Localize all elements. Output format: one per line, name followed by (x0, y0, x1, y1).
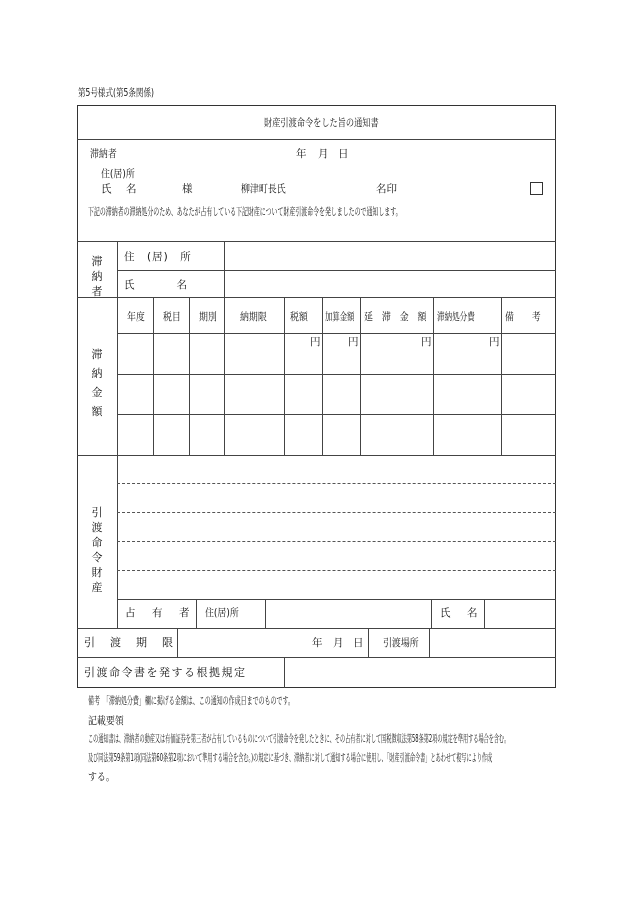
unit-delinquency: 円 (421, 336, 432, 348)
deadline-col-1 (177, 628, 178, 657)
delinquent-col-divider (224, 241, 225, 297)
note-guidelines-title: 記載要領 (88, 715, 124, 727)
unit-surcharge: 円 (348, 336, 359, 348)
deadline-month: 月 (333, 637, 344, 649)
col-header-remarks: 備 考 (505, 311, 541, 323)
amount-col-2 (189, 297, 190, 455)
header-address-label: 住(居)所 (101, 168, 135, 180)
date-month: 月 (318, 148, 329, 160)
basis-label: 引渡命令書を発する根拠規定 (84, 666, 247, 679)
col-header-year: 年度 (127, 311, 145, 323)
occupant-col-4 (484, 599, 485, 628)
property-section-bottom (77, 628, 556, 629)
amount-bottom (77, 455, 556, 456)
date-year: 年 (296, 148, 307, 160)
amount-col-8 (501, 297, 502, 455)
property-line-3 (117, 541, 556, 542)
delinquent-name-label: 氏 名 (124, 279, 187, 291)
property-line-2 (117, 512, 556, 513)
deadline-bottom (77, 657, 556, 658)
amount-col-1 (153, 297, 154, 455)
col-header-tax-item: 税目 (163, 311, 181, 323)
col-header-surcharge: 加算金額 (325, 311, 355, 323)
amount-row-divider-2 (117, 414, 556, 415)
occupant-address-label: 住(居)所 (205, 607, 239, 619)
col-header-period: 期別 (199, 311, 217, 323)
basis-col (284, 657, 285, 688)
col-header-due-date: 納期限 (240, 311, 267, 323)
form-number: 第5号様式(第5条関係) (78, 87, 155, 99)
note-line-2: 及び同法第59条第1項(同法第60条第2項において準用する場合を含む。)の規定に基づき、滞納者に対して通知する場合に使用し、「財産引渡命令書」とあわせて複写により作成 (88, 752, 493, 764)
seal-checkbox[interactable] (530, 182, 543, 195)
occupant-label: 占 有 者 (125, 607, 193, 619)
amount-col-3 (224, 297, 225, 455)
amount-header-divider (117, 333, 556, 334)
property-section-label: 引渡命令財産 (91, 506, 103, 594)
notice-text: 下記の滞納者の滞納処分のため、あなたが占有している下記財産について財産引渡命令を発しましたので通知します。 (88, 206, 402, 218)
deadline-day: 日 (353, 637, 364, 649)
amount-row-divider-1 (117, 374, 556, 375)
addressee-label: 滞納者 (90, 148, 117, 160)
note-line-1: この通知書は、滞納者の動産又は有価証券を第三者が占有しているものについて引渡命令を発したときに、その占有者に対して国税徴収法第58条第2項の規定を準用する場合を含む。 (88, 733, 510, 745)
amount-section-label: 滞納金額 (91, 348, 103, 418)
col-header-tax-amount: 税額 (290, 311, 308, 323)
section-divider (117, 241, 118, 455)
amount-col-4 (284, 297, 285, 455)
header-divider (77, 241, 556, 242)
property-bottom (117, 599, 556, 600)
unit-disposition: 円 (489, 336, 500, 348)
deadline-year: 年 (312, 637, 323, 649)
title-divider (77, 139, 556, 140)
deadline-col-2 (368, 628, 369, 657)
delinquent-section-label: 滞納者 (91, 255, 103, 298)
occupant-col-3 (431, 599, 432, 628)
delinquent-row-divider (117, 270, 556, 271)
delinquent-address-label: 住 (居) 所 (124, 251, 192, 263)
sender-name: 柳津町長氏 (241, 183, 286, 195)
unit-tax: 円 (310, 336, 321, 348)
col-header-delinquency: 延 滞 金 額 (364, 311, 427, 323)
form-title: 財産引渡命令をした旨の通知書 (264, 117, 379, 129)
occupant-col-2 (265, 599, 266, 628)
place-label: 引渡場所 (383, 637, 419, 649)
seal-label: 名印 (376, 183, 397, 195)
note-line-3: する。 (88, 771, 115, 783)
delinquent-bottom (77, 297, 556, 298)
occupant-col-1 (196, 599, 197, 628)
header-name-label: 氏 名 (101, 183, 139, 195)
col-header-disposition-cost: 滞納処分費 (437, 311, 475, 323)
date-day: 日 (338, 148, 349, 160)
property-line-1 (117, 483, 556, 484)
deadline-col-3 (429, 628, 430, 657)
honorific: 様 (182, 183, 193, 195)
occupant-name-label: 氏 名 (440, 607, 481, 619)
deadline-label: 引 渡 期 限 (84, 636, 175, 649)
property-line-4 (117, 570, 556, 571)
note-remarks: 備考 「滞納処分費」欄に掲げる金額は、この通知の作成日までのものです。 (88, 695, 295, 707)
amount-col-5 (322, 297, 323, 455)
